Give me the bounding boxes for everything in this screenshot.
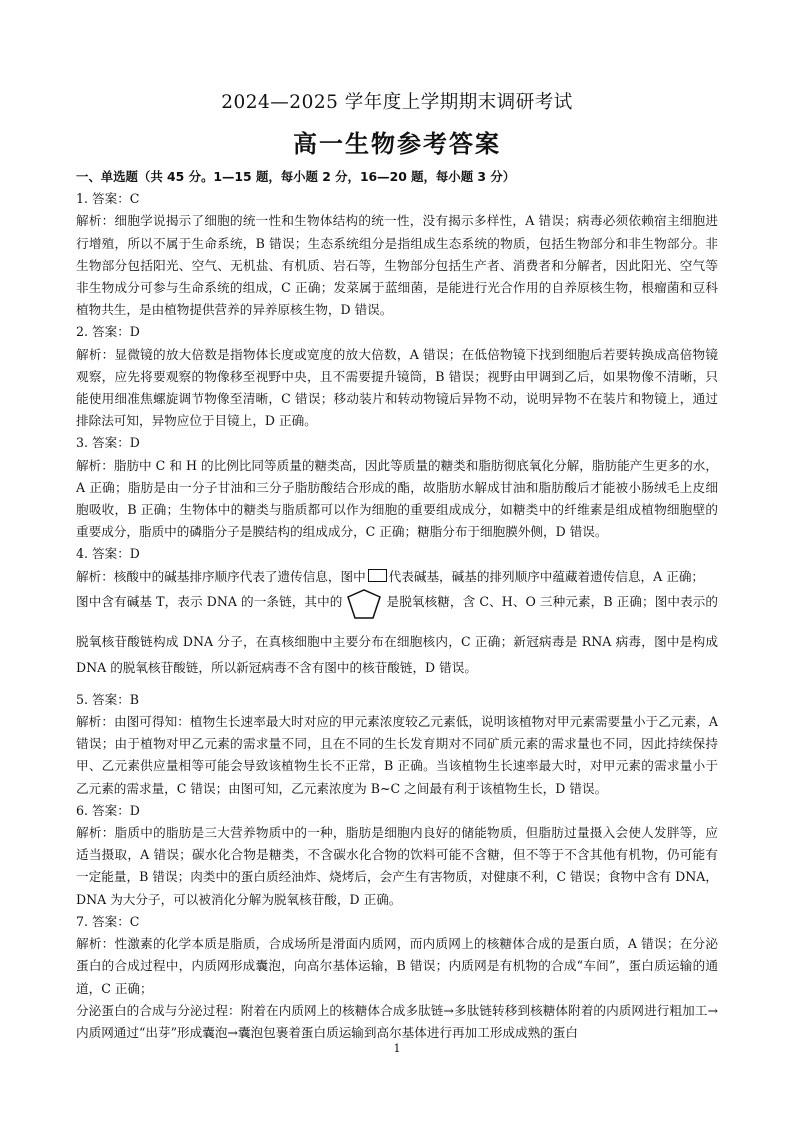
q2-answer: 2. 答案：D [76, 324, 140, 340]
q4-text-1b: 代表碱基，碱基的排列顺序中蕴藏着遗传信息，A 正确； [388, 568, 705, 584]
q4-text-1a: 解析：核酸中的碱基排序顺序代表了遗传信息，图中 [76, 568, 366, 584]
q3-answer: 3. 答案：D [76, 435, 140, 451]
q1-analysis: 解析：细胞学说揭示了细胞的统一性和生物体结构的统一性，没有揭示多样性，A 错误；病毒必须依赖宿主细胞进行增殖，所以不属于生命系统，B 错误；生态系统组分是指组成生态系统的物质，包括生物部分和非生物部分。非生物部分包括阳光、空气、无机盐、有机质、岩石等，生物部分包括生产者、消费者和分解者，因此阳光、空气等非生物成分可参与生命系统的组成，C 正确；发菜属于蓝细菌，是能进行光合作用的自养原核生物，根瘤菌和豆科植物共生，是由植物提供营养的异养原核生物，D 错误。 [76, 213, 718, 318]
q7-analysis-continued: 分泌蛋白的合成与分泌过程：附着在内质网上的核糖体合成多肽链→多肽链转移到核糖体附着的内质网进行粗加工→内质网通过“出芽”形成囊泡→囊泡包裹着蛋白质运输到高尔基体进行再加工形成成熟的蛋白 [76, 1002, 718, 1040]
deoxyribose-pentagon-icon [346, 588, 382, 629]
q7-answer: 7. 答案：C [76, 913, 140, 929]
q4-text-2a: 图中含有碱基 T，表示 DNA 的一条链，其中的 [76, 593, 343, 609]
q4-text-2b: 是脱氧核糖，含 C、H、O 三种元素，B 正确；图中表示的脱氧核苷酸链构成 DNA 分子，在真核细胞中主要分布在细胞核内，C 正确；新冠病毒是 RNA 病毒，图中是构成 DNA 的脱氧核苷酸链，所以新冠病毒不含有图中的核苷酸链，D 错误。 [76, 593, 718, 675]
q5-analysis: 解析：由图可得知：植物生长速率最大时对应的甲元素浓度较乙元素低，说明该植物对甲元素需要量小于乙元素，A 错误；由于植物对甲乙元素的需求量不同，且在不同的生长发育期对不同矿质元素的需求量也不同，因此持续保持甲、乙元素供应量相等可能会导致该植物生长不正常，B 正确。当该植物生长速率最大时，对甲元素的需求量小于乙元素的需求量，C 错误；由图可知，乙元素浓度为 B~C 之间最有利于该植物生长，D 错误。 [76, 714, 718, 796]
q6-analysis: 解析：脂质中的脂肪是三大营养物质中的一种，脂肪是细胞内良好的储能物质，但脂肪过量摄入会使人发胖等，应适当摄取，A 错误；碳水化合物是糖类，不含碳水化合物的饮料可能不含糖，但不等于不含其他有机物，仍可能有一定能量，B 错误；肉类中的蛋白质经油炸、烧烤后，会产生有害物质，对健康不利，C 错误；食物中含有 DNA，DNA 为大分子，可以被消化分解为脱氧核苷酸，D 正确。 [76, 825, 718, 907]
document-title: 高一生物参考答案 [293, 129, 501, 158]
exam-title: 2024—2025 学年度上学期期末调研考试 [221, 92, 573, 113]
answer-content [76, 166, 718, 1044]
q7-analysis: 解析：性激素的化学本质是脂质，合成场所是滑面内质网，而内质网上的核糖体合成的是蛋白质，A 错误；在分泌蛋白的合成过程中，内质网形成囊泡，向高尔基体运输，B 错误；内质网是有机物的合成“车间”，蛋白质运输的通道，C 正确； [76, 936, 718, 996]
q4-analysis-part1 [76, 566, 718, 588]
q2-analysis: 解析：显微镜的放大倍数是指物体长度或宽度的放大倍数，A 错误；在低倍物镜下找到细胞后若要转换成高倍物镜观察，应先将要观察的物像移至视野中央，且不需要提升镜筒，B 错误；视野由甲调到乙后，如果物像不清晰，只能使用细准焦螺旋调节物像至清晰，C 错误；移动装片和转动物镜后异物不动，说明异物不在装片和物镜上，通过排除法可知，异物应位于目镜上，D 正确。 [76, 346, 718, 429]
q6-answer: 6. 答案：D [76, 802, 140, 818]
q4-analysis-part2 [76, 588, 718, 681]
section-title: 一、单选题（共 45 分。1—15 题，每小题 2 分，16—20 题，每小题 3 分） [76, 169, 516, 184]
q4-answer: 4. 答案：D [76, 546, 140, 562]
q5-answer: 5. 答案：B [76, 691, 140, 707]
q1-answer: 1. 答案：C [76, 191, 140, 207]
base-rectangle-icon [368, 569, 387, 582]
page-number: 1 [393, 1042, 401, 1055]
q3-analysis: 解析：脂肪中 C 和 H 的比例比同等质量的糖类高，因此等质量的糖类和脂肪彻底氧化分解，脂肪能产生更多的水，A 正确；脂肪是由一分子甘油和三分子脂肪酸结合形成的酯，故脂肪水解成甘油和脂肪酸后才能被小肠绒毛上皮细胞吸收，B 正确；生物体中的糖类与脂质都可以作为细胞的重要组成成分，如糖类中的纤维素是组成植物细胞壁的重要成分，脂质中的磷脂分子是膜结构的组成成分，C 正确；糖脂分布于细胞膜外侧，D 错误。 [76, 457, 718, 540]
